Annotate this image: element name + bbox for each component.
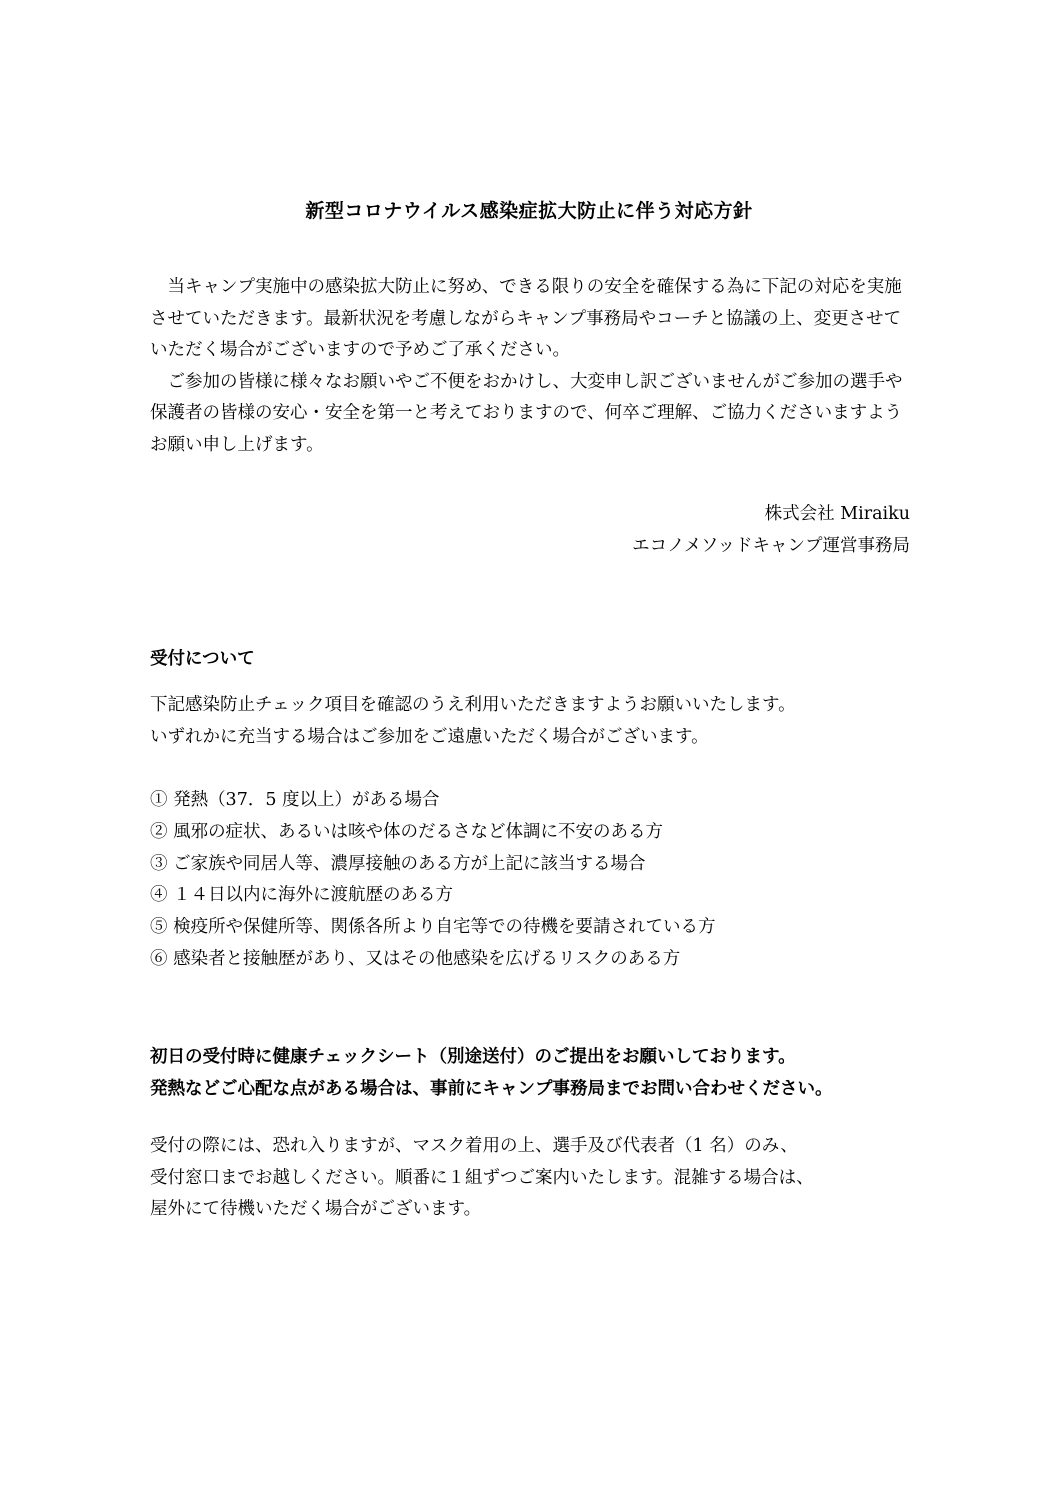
condition-item: ② 風邪の症状、あるいは咳や体のだるさなど体調に不安のある方 <box>150 821 664 842</box>
document-title: 新型コロナウイルス感染症拡大防止に伴う対応方針 <box>305 200 753 222</box>
signature-company: 株式会社 Miraiku <box>764 504 910 524</box>
notice-line: 初日の受付時に健康チェックシート（別途送付）のご提出をお願いしております。 <box>150 1047 796 1067</box>
reception-line: 下記感染防止チェック項目を確認のうえ利用いただきますようお願いいたします。 <box>150 695 796 715</box>
intro-text <box>150 272 910 461</box>
intro-paragraph-2-text: ご参加の皆様に様々なお願いやご不便をおかけし、大変申し訳ございませんがご参加の選手や保護者の皆様の安心・安全を第一と考えておりますので、何卒ご理解、ご協力くださいますようお願い申し上げます。 <box>150 371 903 455</box>
condition-item: ⑤ 検疫所や保健所等、関係各所より自宅等での待機を要請されている方 <box>150 917 716 938</box>
intro-paragraph-1 <box>150 272 910 367</box>
condition-item: ③ ご家族や同居人等、濃厚接触のある方が上記に該当する場合 <box>150 853 646 874</box>
notice-line: 発熱などご心配な点がある場合は、事前にキャンプ事務局までお問い合わせください。 <box>150 1079 833 1099</box>
condition-item: ④ １４日以内に海外に渡航歴のある方 <box>150 885 454 906</box>
procedure-line: 受付窓口までお越しください。順番に１組ずつご案内いたします。混雑する場合は、 <box>150 1167 814 1188</box>
signature-block <box>632 498 910 562</box>
reception-intro <box>150 689 796 753</box>
health-check-notice <box>150 1041 833 1105</box>
reception-procedure <box>150 1131 814 1226</box>
condition-item: ⑥ 感染者と接触歴があり、又はその他感染を広げるリスクのある方 <box>150 948 681 969</box>
condition-list <box>150 785 716 976</box>
procedure-line: 屋外にて待機いただく場合がございます。 <box>150 1199 482 1219</box>
reception-heading: 受付について <box>150 649 255 669</box>
condition-item: ① 発熱（37．5 度以上）がある場合 <box>150 790 440 810</box>
procedure-line: 受付の際には、恐れ入りますが、マスク着用の上、選手及び代表者（1 名）のみ、 <box>150 1136 798 1156</box>
intro-paragraph-2 <box>150 367 910 462</box>
intro-paragraph-1-text: 当キャンプ実施中の感染拡大防止に努め、できる限りの安全を確保する為に下記の対応を実施させていただきます。最新状況を考慮しながらキャンプ事務局やコーチと協議の上、変更させていただく場合がございますので予めご了承ください。 <box>150 277 902 360</box>
signature-office: エコノメソッドキャンプ運営事務局 <box>632 536 910 556</box>
reception-line: いずれかに充当する場合はご参加をご遠慮いただく場合がございます。 <box>150 727 709 747</box>
